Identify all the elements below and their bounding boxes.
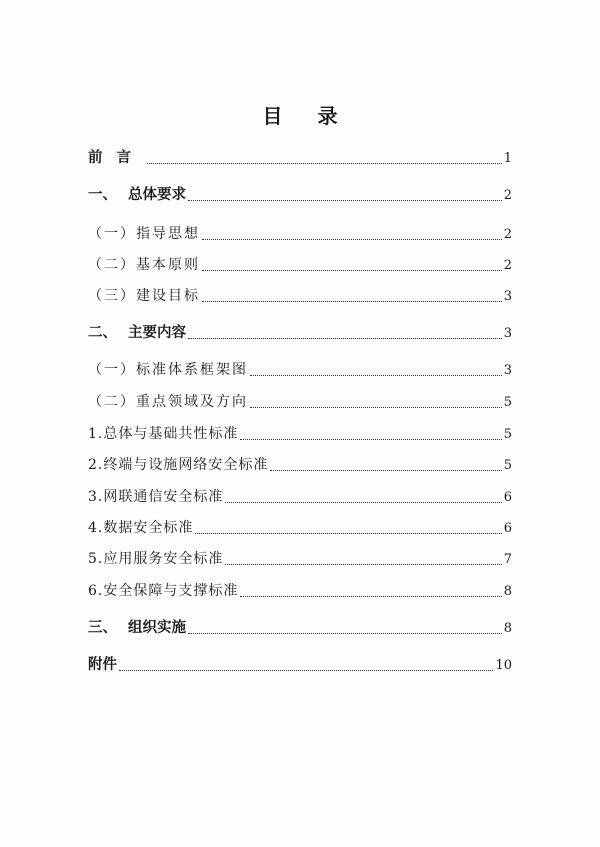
toc-entry-label: 5.应用服务安全标准 — [88, 551, 224, 567]
dot-leader — [202, 270, 502, 271]
toc-entry-section-1[interactable] — [88, 186, 512, 205]
toc-entry-2-2[interactable] — [88, 393, 512, 412]
dot-leader — [188, 200, 502, 201]
toc-entry-2-2-3[interactable] — [88, 488, 512, 507]
dot-leader — [250, 407, 502, 408]
toc-entry-1-2[interactable] — [88, 256, 512, 275]
toc-page-number: 5 — [503, 458, 512, 473]
dot-leader — [202, 239, 502, 240]
toc-page-number: 3 — [503, 289, 512, 304]
toc-entry-2-2-1[interactable] — [88, 425, 512, 444]
dot-leader — [188, 338, 502, 339]
toc-entry-label: （一）标准体系框架图 — [88, 362, 248, 378]
toc-entry-section-3[interactable] — [88, 619, 512, 638]
toc-entry-1-3[interactable] — [88, 287, 512, 306]
toc-entry-2-2-5[interactable] — [88, 550, 512, 569]
toc-page-number: 3 — [503, 363, 512, 378]
toc-page-number: 5 — [503, 395, 512, 410]
toc-page-number: 1 — [503, 151, 512, 166]
toc-entry-label: 4.数据安全标准 — [88, 520, 194, 536]
toc-page-number: 5 — [503, 427, 512, 442]
toc-entry-1-1[interactable] — [88, 225, 512, 244]
toc-entry-label: （二）重点领域及方向 — [88, 394, 248, 410]
toc-page-number: 10 — [495, 658, 512, 673]
toc-entry-label: 3.网联通信安全标准 — [88, 489, 224, 505]
toc-page-number: 7 — [503, 552, 512, 567]
toc-entry-label: 前言 — [88, 150, 145, 166]
toc-entry-label: 1.总体与基础共性标准 — [88, 426, 239, 442]
toc-page-number: 6 — [503, 490, 512, 505]
toc-page-number: 3 — [503, 326, 512, 341]
dot-leader — [195, 533, 501, 534]
dot-leader — [270, 470, 501, 471]
dot-leader — [240, 596, 501, 597]
toc-entry-number: 二、 — [88, 325, 117, 341]
dot-leader — [240, 439, 501, 440]
toc-entry-appendix[interactable] — [88, 656, 512, 675]
dot-leader — [147, 163, 502, 164]
toc-entry-label: 6.安全保障与支撑标准 — [88, 583, 239, 599]
toc-page-number: 2 — [503, 227, 512, 242]
toc-entry-label: （二）基本原则 — [88, 257, 200, 273]
toc-entry-number: 三、 — [88, 620, 117, 636]
toc-entry-number: 一、 — [88, 187, 117, 203]
dot-leader — [202, 301, 502, 302]
toc-entry-label: 组织实施 — [128, 620, 186, 636]
toc-entry-section-2[interactable] — [88, 324, 512, 343]
toc-entry-label: 2.终端与设施网络安全标准 — [88, 457, 269, 473]
toc-entry-2-1[interactable] — [88, 361, 512, 380]
toc-entry-label: 主要内容 — [128, 325, 186, 341]
toc-entry-label: （一）指导思想 — [88, 226, 200, 242]
dot-leader — [188, 633, 502, 634]
toc-page-number: 8 — [503, 621, 512, 636]
dot-leader — [225, 502, 501, 503]
toc-entry-label: 附件 — [88, 657, 117, 673]
toc-entry-2-2-4[interactable] — [88, 519, 512, 538]
toc-entry-preface[interactable] — [88, 149, 512, 168]
toc-page-number: 8 — [503, 584, 512, 599]
toc-entry-2-2-6[interactable] — [88, 582, 512, 601]
dot-leader — [250, 375, 502, 376]
dot-leader — [225, 564, 501, 565]
toc-page-number: 6 — [503, 521, 512, 536]
dot-leader — [119, 670, 493, 671]
toc-title: 目 录 — [262, 104, 352, 128]
toc-entry-label: 总体要求 — [128, 187, 186, 203]
toc-entry-2-2-2[interactable] — [88, 456, 512, 475]
toc-page-number: 2 — [503, 258, 512, 273]
toc-page-number: 2 — [503, 188, 512, 203]
toc-entry-label: （三）建设目标 — [88, 288, 200, 304]
